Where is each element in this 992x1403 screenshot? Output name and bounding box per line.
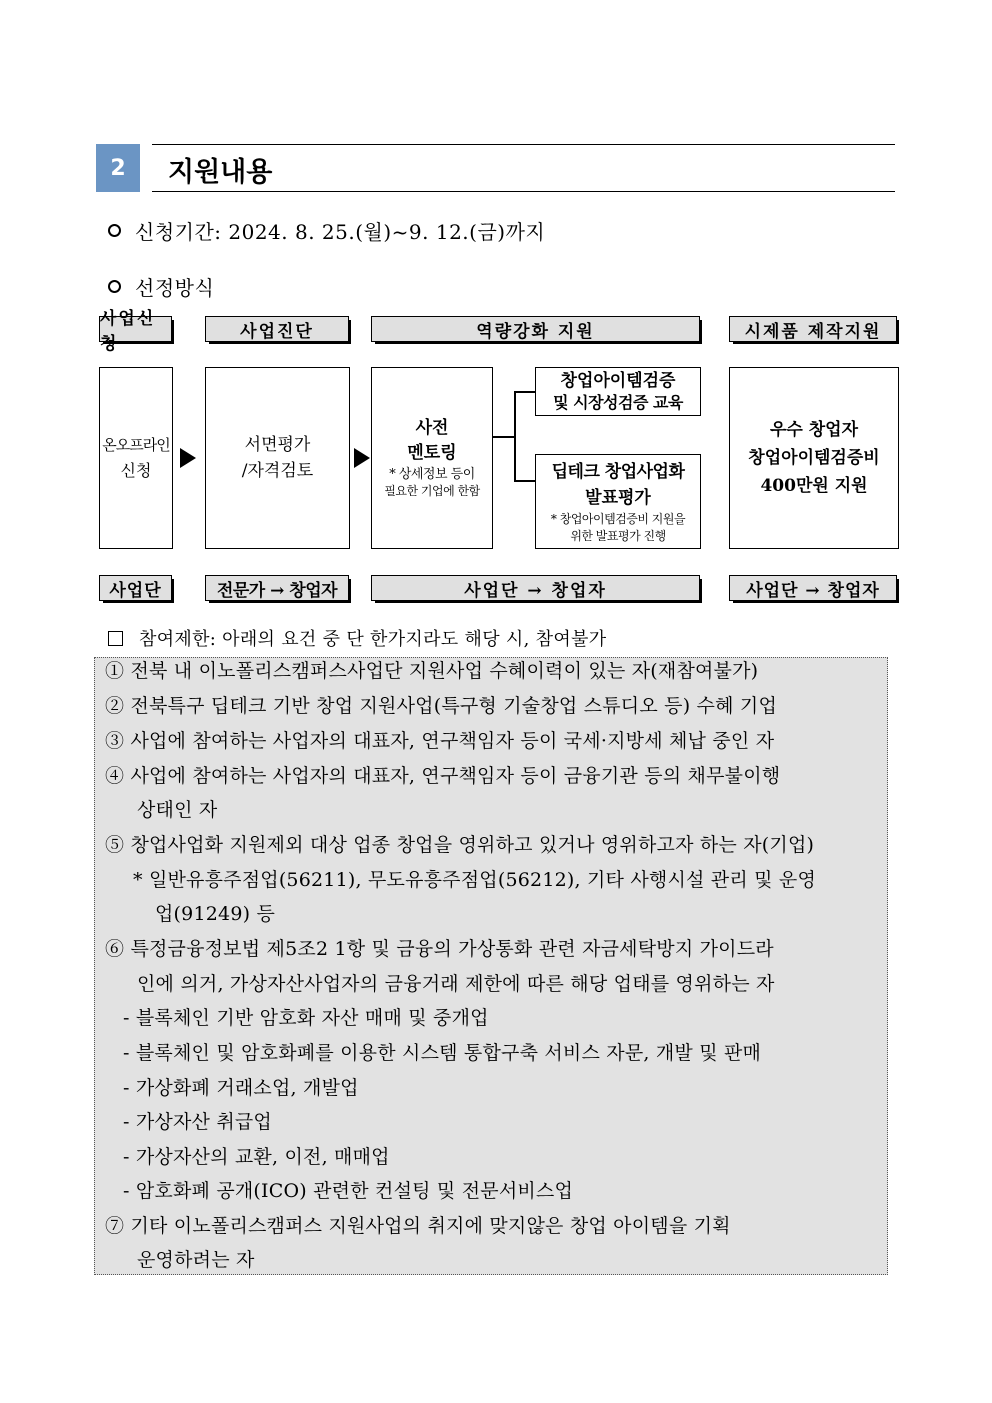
header-apply-label: 사업신청 xyxy=(100,309,156,354)
evaluation-box xyxy=(535,454,701,549)
evaluation-title-2: 발표평가 xyxy=(585,487,651,508)
footer-capacity-label: 사업단 → 창업자 xyxy=(464,580,607,601)
footer-capacity xyxy=(371,575,700,601)
header-apply xyxy=(99,309,172,354)
diagnosis-line-2: /자격검토 xyxy=(241,461,314,481)
pre-mentoring-note-2: 필요한 기업에 한함 xyxy=(384,484,480,498)
list-item: - 블록체인 및 암호화폐를 이용한 시스템 통합구축 서비스 자문, 개발 및 판매 xyxy=(123,1042,762,1064)
prototype-line-1: 우수 창업자 xyxy=(769,420,859,440)
list-item: ② 전북특구 딥테크 기반 창업 지원사업(특구형 기술창업 스튜디오 등) 수혜 기업 xyxy=(105,695,777,717)
footer-prototype xyxy=(729,575,897,601)
header-prototype xyxy=(729,316,897,342)
section-number: 2 xyxy=(110,155,126,181)
verify-education-box xyxy=(535,367,701,416)
pre-mentoring-title-2: 멘토링 xyxy=(407,443,457,463)
list-item: 운영하려는 자 xyxy=(137,1249,255,1271)
arrow-right-icon xyxy=(354,448,370,468)
header-diagnosis-label: 사업진단 xyxy=(240,321,314,342)
list-item: ⑦ 기타 이노폴리스캠퍼스 지원사업의 취지에 맞지않은 창업 아이템을 기획 xyxy=(105,1215,731,1237)
header-capacity-label: 역량강화 지원 xyxy=(476,321,595,342)
prototype-box xyxy=(729,367,899,549)
list-item: 업(91249) 등 xyxy=(155,903,276,925)
arrow-right-icon xyxy=(180,448,196,468)
checkbox-square-icon xyxy=(108,631,123,646)
hollow-circle-bullet-icon xyxy=(108,280,121,293)
connector-line xyxy=(514,391,516,480)
list-item: ⑥ 특정금융정보법 제5조2 1항 및 금융의 가상통화 관련 자금세탁방지 가이드라 xyxy=(105,938,774,960)
footer-diagnosis-label: 전문가 → 창업자 xyxy=(216,580,338,601)
list-item: - 가상자산 취급업 xyxy=(123,1111,272,1133)
restriction-text: 참여제한: 아래의 요건 중 단 한가지라도 해당 시, 참여불가 xyxy=(139,629,607,650)
header-diagnosis xyxy=(205,316,349,342)
period-text: 신청기간: 2024. 8. 25.(월)~9. 12.(금)까지 xyxy=(135,220,546,244)
footer-diagnosis xyxy=(205,575,349,601)
restriction-line xyxy=(108,625,606,651)
footer-apply xyxy=(99,575,172,601)
apply-line-2: 신청 xyxy=(120,461,152,480)
selection-line xyxy=(108,272,214,301)
prototype-line-3: 400만원 지원 xyxy=(760,476,868,496)
restriction-panel xyxy=(94,657,888,1275)
list-item: ③ 사업에 참여하는 사업자의 대표자, 연구책임자 등이 국세·지방세 체납 중인 자 xyxy=(105,730,775,752)
footer-apply-label: 사업단 xyxy=(109,580,162,601)
list-item: ⑤ 창업사업화 지원제외 대상 업종 창업을 영위하고 있거나 영위하고자 하는 자(기업) xyxy=(105,834,815,856)
header-prototype-label: 시제품 제작지원 xyxy=(744,321,882,342)
section-title: 지원내용 xyxy=(168,157,273,188)
connector-line xyxy=(514,391,535,393)
section-number-badge xyxy=(96,144,140,192)
list-item: - 블록체인 기반 암호화 자산 매매 및 중개업 xyxy=(123,1007,489,1029)
verify-line-1: 창업아이템검증 xyxy=(560,370,676,391)
list-item: - 가상자산의 교환, 이전, 매매업 xyxy=(123,1146,390,1168)
connector-line xyxy=(493,436,514,438)
pre-mentoring-box xyxy=(371,367,493,549)
list-item: ① 전북 내 이노폴리스캠퍼스사업단 지원사업 수혜이력이 있는 자(재참여불가) xyxy=(105,660,759,682)
pre-mentoring-title-1: 사전 xyxy=(415,418,449,438)
list-item: - 암호화폐 공개(ICO) 관련한 컨설팅 및 전문서비스업 xyxy=(123,1180,574,1202)
period-line xyxy=(108,216,545,245)
list-item: 상태인 자 xyxy=(137,799,218,821)
evaluation-title-1: 딥테크 창업사업화 xyxy=(551,461,685,482)
footer-prototype-label: 사업단 → 창업자 xyxy=(746,580,880,601)
header-top-rule xyxy=(152,144,895,145)
list-item: * 일반유흥주점업(56211), 무도유흥주점업(56212), 기타 사행시설 관리 및 운영 xyxy=(133,869,817,891)
header-bottom-rule xyxy=(152,191,895,192)
evaluation-note-2: 위한 발표평가 진행 xyxy=(570,528,666,543)
diagnosis-line-1: 서면평가 xyxy=(244,435,311,455)
prototype-line-2: 창업아이템검증비 xyxy=(748,448,880,468)
apply-line-1: 온오프라인 xyxy=(102,436,170,454)
list-item: ④ 사업에 참여하는 사업자의 대표자, 연구책임자 등이 금융기관 등의 채무불이행 xyxy=(105,765,781,787)
hollow-circle-bullet-icon xyxy=(108,224,121,237)
connector-line xyxy=(514,480,535,482)
list-item: 인에 의거, 가상자산사업자의 금융거래 제한에 따른 해당 업태를 영위하는 자 xyxy=(137,973,775,995)
list-item: - 가상화폐 거래소업, 개발업 xyxy=(123,1077,359,1099)
pre-mentoring-note-1: * 상세정보 등이 xyxy=(389,467,475,482)
diagnosis-box xyxy=(205,367,350,549)
apply-box xyxy=(99,367,173,549)
verify-line-2: 및 시장성검증 교육 xyxy=(553,392,683,412)
selection-text: 선정방식 xyxy=(135,276,215,300)
evaluation-note-1: * 창업아이템검증비 지원을 xyxy=(550,511,686,526)
header-capacity xyxy=(371,316,700,342)
